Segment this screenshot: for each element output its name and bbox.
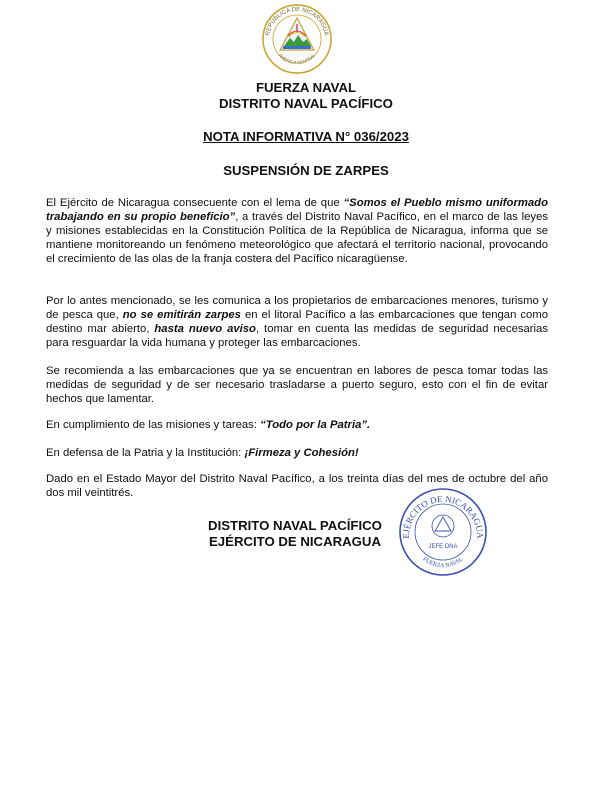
- paragraph-2: [46, 294, 548, 350]
- p5-slogan: ¡Firmeza y Cohesión!: [244, 447, 359, 459]
- p4-slogan: “Todo por la Patria”.: [260, 419, 371, 431]
- emblem-ring-text: REPÚBLICA DE NICARAGUA: [265, 6, 329, 37]
- svg-text:AMERICA CENTRAL: [278, 52, 317, 65]
- stamp-ring-text: EJÉRCITO DE NICARAGUA: [400, 493, 486, 539]
- p2-no-zarpes: no se emitirán zarpes: [122, 309, 241, 321]
- subject-title: SUSPENSIÓN DE ZARPES: [223, 163, 389, 178]
- p4-text-a: En cumplimiento de las misiones y tareas:: [46, 419, 261, 431]
- signature-line-1: DISTRITO NAVAL PACÍFICO: [208, 518, 382, 533]
- paragraph-6-date: Dado en el Estado Mayor del Distrito Naval Pacífico, a los treinta días del mes de octubre del año dos mil veintitrés.: [46, 473, 548, 499]
- emblem-ring-bottom-text: AMERICA CENTRAL: [277, 52, 317, 66]
- nota-informativa-title: NOTA INFORMATIVA N° 036/2023: [203, 129, 409, 144]
- p2-text-e: , tomar en cuenta las medidas de seguridad necesarias para resguardar la vida humana y proteger las embarcaciones.: [46, 323, 548, 349]
- svg-text:FUERZA NAVAL: [422, 556, 465, 569]
- p5-text-a: En defensa de la Patria y la Institución:: [46, 447, 245, 459]
- stamp-center-text: JEFE DNA: [428, 544, 458, 550]
- paragraph-1: [46, 196, 548, 266]
- p1-text-a: El Ejército de Nicaragua consecuente con el lema de que: [46, 197, 344, 209]
- coat-of-arms-emblem: [260, 2, 334, 76]
- official-stamp: [397, 486, 489, 578]
- p2-text-a: Por lo antes mencionado, se les comunica a los propietarios de embarcaciones menores, turismo y de pesca que,: [46, 295, 548, 321]
- p1-motto: “Somos el Pueblo mismo uniformado trabajando en su propio beneficio”: [46, 197, 548, 223]
- header-fuerza-naval: FUERZA NAVAL: [255, 80, 357, 95]
- paragraph-3: Se recomienda a las embarcaciones que ya se encuentran en labores de pesca tomar todas las medidas de seguridad y de ser necesario trasladarse a puerto seguro, esto con el fin de evitar hechos que lamentar.: [46, 365, 548, 405]
- paragraph-5: [46, 446, 548, 460]
- header-distrito-naval: DISTRITO NAVAL PACÍFICO: [219, 96, 393, 111]
- paragraph-4: [46, 418, 548, 432]
- p2-hasta-nuevo-aviso: hasta nuevo aviso: [154, 323, 256, 335]
- signature-line-2: EJÉRCITO DE NICARAGUA: [209, 534, 381, 549]
- p1-text-c: , a través del Distrito Naval Pacífico, en el marco de las leyes y misiones establecidas en la Constitución Política de la República de Nicaragua, informa que se mantiene monitoreando un fenómeno meteorológico que afectará el territorio nacional, provocando el crecimiento de las olas de la franja costera del Pacífico nicaragüense.: [46, 211, 548, 265]
- p2-text-c: en el litoral Pacífico a las embarcaciones que tengan como destino mar abierto,: [46, 309, 549, 335]
- stamp-bottom-text: FUERZA NAVAL: [421, 556, 465, 570]
